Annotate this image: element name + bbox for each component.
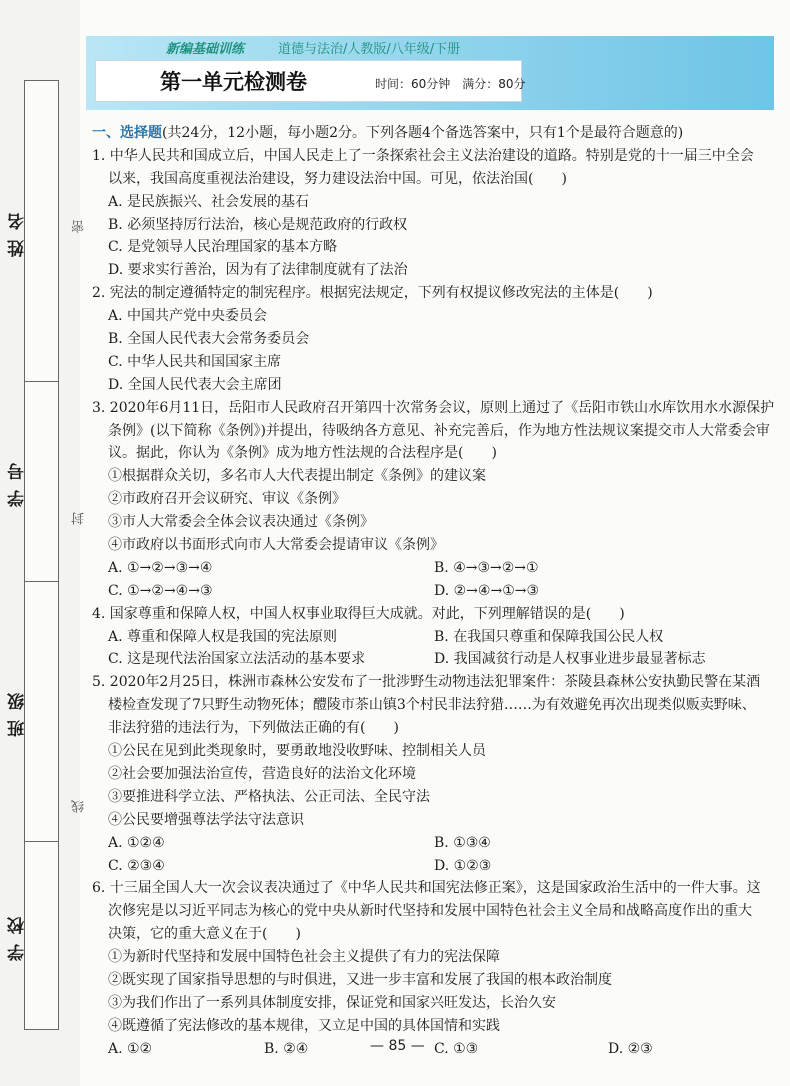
question-stem: 楼检查发现了7只野生动物死体；醴陵市茶山镇3个村民非法狩猎……为有效避免再次出现类似贩卖野味、 [108,697,756,714]
section-instructions: (共24分，12小题，每小题2分。下列各题4个备选答案中，只有1个是最符合题意的) [162,125,684,141]
statement-item: ④市政府以书面形式向市人大常委会提请审议《条例》 [108,537,444,554]
question-list [92,122,775,1061]
info-divider [25,381,58,382]
answer-option: B. ②④ [264,1040,309,1057]
option-row [92,626,775,649]
answer-option: D. 全国人民代表大会主席团 [108,376,282,393]
answer-option: D. ①②③ [434,857,492,874]
question-stem: 决策，它的重大意义在于( ) [108,926,301,943]
statement-item: ③为我们作出了一系列具体制度安排，保证党和国家兴旺发达，长治久安 [108,994,556,1011]
answer-option: B. ①③④ [434,834,491,851]
question-block [92,397,775,603]
side-label: 姓名 [8,203,28,257]
question-block [92,671,775,877]
exam-time-info: 时间：60分钟 满分：80分 [375,77,526,91]
answer-option: D. 要求实行善治，因为有了法律制度就有了法治 [108,262,408,279]
subject-info: 道德与法治/人教版/八年级/下册 [278,42,461,57]
option-row [92,648,775,671]
answer-option: A. ①→②→③→④ [108,559,213,576]
statement-item: ②市政府召开会议研究、审议《条例》 [108,491,346,508]
statement-item: ②既实现了国家指导思想的与时俱进，又进一步丰富和发展了我国的根本政治制度 [108,971,612,988]
answer-option: A. ①②④ [108,834,165,851]
section-title: 一、选择题 [92,125,162,141]
statement-item: ③市人大常委会全体会议表决通过《条例》 [108,514,374,531]
question-stem: 4. 国家尊重和保障人权，中国人权事业取得巨大成就。对此，下列理解错误的是( ) [92,605,625,622]
statement-item: ④既遵循了宪法修改的基本规律，又立足中国的具体国情和实践 [108,1017,500,1034]
question-block [92,145,775,282]
option-row [92,557,775,580]
side-label: 班级 [8,683,28,737]
answer-option: B. 必须坚持厉行法治，核心是规范政府的行政权 [108,216,408,233]
option-row [92,832,775,855]
question-stem: 6. 十三届全国人大一次会议表决通过了《中华人民共和国宪法修正案》，这是国家政治生活中的一件大事。这 [92,880,761,897]
option-row [92,855,775,878]
question-stem: 2. 宪法的制定遵循特定的制宪程序。根据宪法规定，下列有权提议修改宪法的主体是( ) [92,285,653,302]
answer-option: B. ④→③→②→① [434,559,539,576]
option-row [92,580,775,603]
answer-option: C. ①③ [434,1040,479,1057]
answer-option: C. 是党领导人民治理国家的基本方略 [108,239,338,256]
seal-mark: 封 [72,512,87,525]
question-stem: 5. 2020年2月25日，株洲市森林公安发布了一批涉野生动物违法犯罪案件：茶陵县森林公安执勤民警在某酒 [92,674,761,691]
answer-option: C. ②③④ [108,857,165,874]
statement-item: ①根据群众关切，多名市人大代表提出制定《条例》的建议案 [108,468,486,485]
statement-item: ②社会要加强法治宣传，营造良好的法治文化环境 [108,765,416,782]
info-divider [25,581,58,582]
seal-mark: 线 [72,800,87,813]
book-series: 新编基础训练 [166,42,245,57]
answer-option: C. 这是现代法治国家立法活动的基本要求 [108,651,366,668]
answer-option: D. ②→④→①→③ [434,582,540,599]
question-stem: 非法狩猎的违法行为，下列做法正确的有( ) [108,720,399,737]
answer-option: A. 是民族振兴、社会发展的基石 [108,193,310,210]
statement-item: ①公民在见到此类现象时，要勇敢地没收野味、控制相关人员 [108,743,486,760]
info-divider [25,841,58,842]
question-block [92,282,775,396]
question-stem: 次修宪是以习近平同志为核心的党中央从新时代坚持和发展中国特色社会主义全局和战略高度作出的重大 [108,903,752,920]
option-row [92,1038,775,1061]
question-stem: 3. 2020年6月11日，岳阳市人民政府召开第四十次常务会议，原则上通过了《岳阳市铁山水库饮用水水源保护 [92,399,775,416]
side-label: 学号 [8,453,28,507]
question-block [92,603,775,672]
answer-option: B. 在我国只尊重和保障我国公民人权 [434,628,664,645]
statement-item: ①为新时代坚持和发展中国特色社会主义提供了有力的宪法保障 [108,949,500,966]
answer-option: B. 全国人民代表大会常务委员会 [108,331,310,348]
question-stem: 议。据此，你认为《条例》成为地方性法规的合法程序是( ) [108,445,497,462]
statement-item: ③要推进科学立法、严格执法、公正司法、全民守法 [108,788,430,805]
page-title: 第一单元检测卷 [160,70,307,94]
answer-option: A. 中国共产党中央委员会 [108,308,268,325]
answer-option: C. 中华人民共和国国家主席 [108,353,282,370]
answer-option: C. ①→②→④→③ [108,582,213,599]
seal-mark: 密 [72,220,87,233]
answer-option: D. ②③ [608,1040,653,1057]
section-heading [92,122,775,145]
answer-option: D. 我国减贫行动是人权事业进步最显著标志 [434,651,706,668]
page-number: — 85 — [370,1038,425,1054]
question-block [92,877,775,1060]
question-stem: 1. 中华人民共和国成立后，中国人民走上了一条探索社会主义法治建设的道路。特别是党的十一届三中全会 [92,147,754,164]
question-stem: 条例》(以下简称《条例》)并提出，待吸纳各方意见、补充完善后，作为地方性法规议案提交市人大常委会审 [108,422,770,439]
answer-option: A. 尊重和保障人权是我国的宪法原则 [108,628,338,645]
side-label: 学校 [8,907,28,961]
question-stem: 以来，我国高度重视法治建设，努力建设法治中国。可见，依法治国( ) [108,170,567,187]
answer-option: A. ①② [108,1040,153,1057]
statement-item: ④公民要增强尊法学法守法意识 [108,811,304,828]
